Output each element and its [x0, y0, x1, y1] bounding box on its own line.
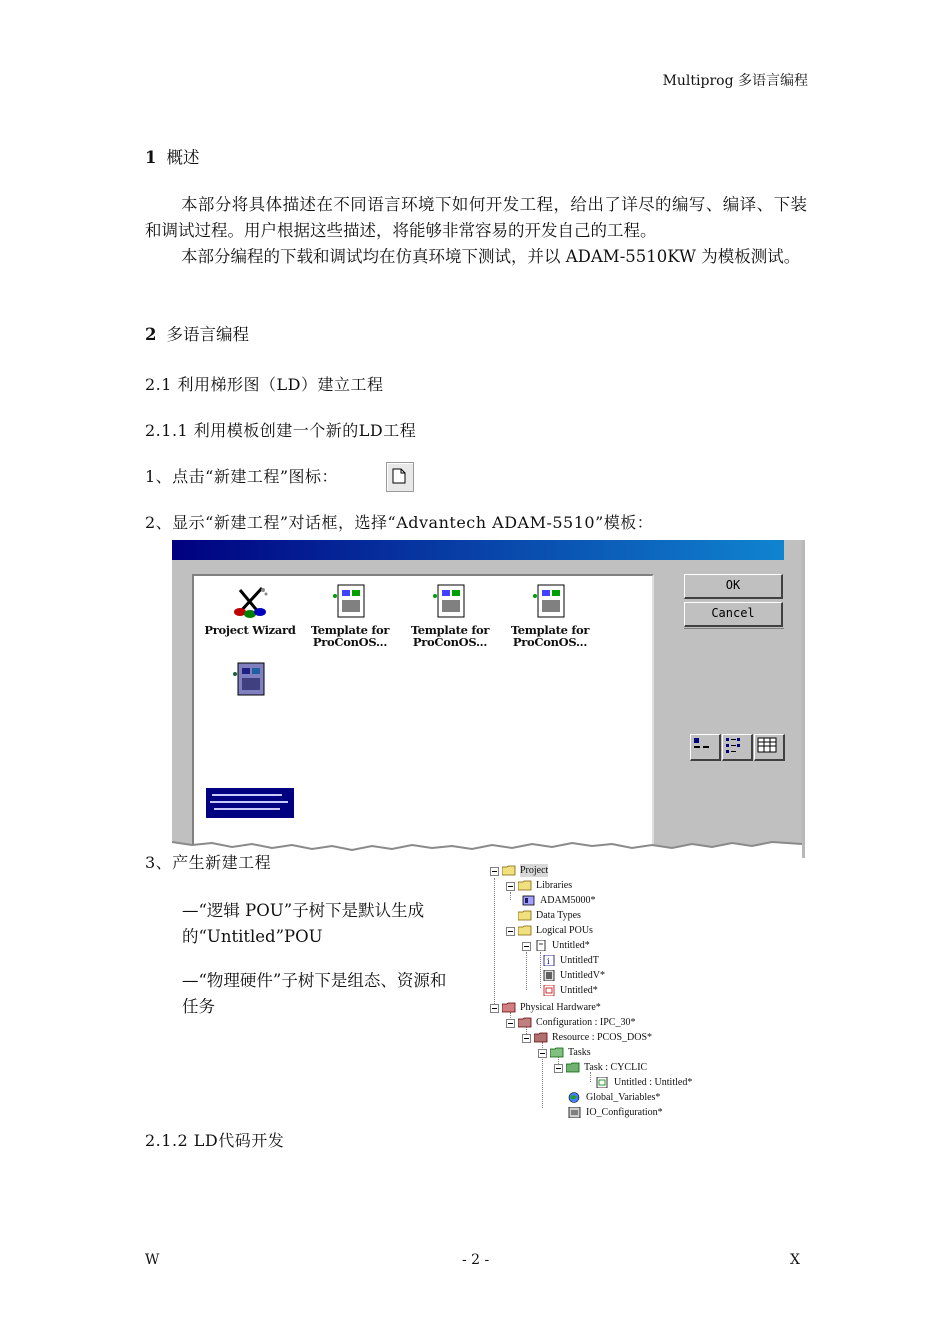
- template-item-3[interactable]: [500, 584, 600, 648]
- footer-left: W: [145, 1252, 160, 1268]
- page-header: Multiprog 多语言编程: [662, 73, 808, 89]
- template-list[interactable]: [192, 574, 654, 858]
- footer-right: X: [790, 1252, 800, 1268]
- subsection-2-1: 2.1 利用梯形图（LD）建立工程: [145, 375, 384, 394]
- info-icon: [542, 955, 556, 966]
- template-label-3: Template for ProConOS...: [510, 623, 590, 649]
- configuration-icon: [518, 1017, 532, 1028]
- template-icon: [330, 584, 370, 620]
- code-worksheet-icon: [542, 985, 556, 996]
- page-number: - 2 -: [462, 1252, 490, 1268]
- list-view-icon[interactable]: [722, 734, 753, 761]
- template-label-1: Template for ProConOS...: [310, 623, 390, 649]
- cancel-button[interactable]: Cancel: [684, 602, 783, 627]
- description-logical-pou: —“逻辑 POU”子树下是默认生成的“Untitled”POU: [182, 901, 425, 946]
- template-item-1[interactable]: [300, 584, 400, 648]
- folder-icon: [518, 880, 532, 891]
- description-physical-hardware: —“物理硬件”子树下是组态、资源和任务: [182, 971, 447, 1016]
- folder-icon: [502, 865, 516, 876]
- svg-text:i: i: [547, 957, 550, 966]
- advantech-template-item[interactable]: [200, 662, 300, 732]
- step-3-text: 3、产生新建工程: [145, 850, 275, 873]
- subsection-2-1-2: 2.1.2 LD代码开发: [145, 1131, 285, 1150]
- project-wizard-item[interactable]: [200, 584, 300, 636]
- dialog-titlebar: [172, 540, 784, 560]
- template-icon: [430, 584, 470, 620]
- variables-icon: [542, 970, 556, 981]
- step-1-text: 1、点击“新建工程”图标：: [145, 467, 339, 486]
- new-project-dialog: [172, 540, 805, 858]
- paragraph-1: 本部分将具体描述在不同语言环境下如何开发工程，给出了详尽的编写、编译、下装和调试过程。用户根据这些描述，将能够非常容易的开发自己的工程。: [145, 195, 807, 240]
- tasks-folder-icon: [550, 1047, 564, 1058]
- section-2-heading: [145, 321, 249, 345]
- subsection-2-1-1: 2.1.1 利用模板创建一个新的LD工程: [145, 421, 417, 440]
- details-view-icon[interactable]: [754, 734, 785, 761]
- hardware-folder-icon: [502, 1002, 516, 1013]
- globe-icon: [568, 1092, 582, 1103]
- library-icon: [522, 895, 536, 906]
- resource-icon: [534, 1032, 548, 1043]
- section-1-number: 1: [145, 148, 157, 167]
- pou-icon: [534, 940, 548, 951]
- section-2-number: 2: [145, 325, 157, 344]
- project-tree[interactable]: Project Libraries ADAM5000* Data Types Logical POUs Untitled* i UntitledT UntitledV* Untitled* Physical Hardware* Configuration : IPC_30* Resource : PCOS_DOS* Tasks Task : CYCLIC Untitled : Untitled* Global_Variables* IO_Configuration*: [490, 864, 720, 1124]
- project-wizard-label: Project Wizard: [204, 623, 296, 637]
- template-item-2[interactable]: [400, 584, 500, 648]
- section-1-heading: [145, 144, 199, 168]
- template-selected-icon: [230, 662, 270, 698]
- template-icon: [530, 584, 570, 620]
- task-icon: [566, 1062, 580, 1073]
- step-2-text: 2、显示“新建工程”对话框，选择“Advantech ADAM-5510”模板：: [145, 513, 654, 532]
- new-project-icon[interactable]: [386, 462, 414, 492]
- button-divider: [684, 628, 784, 629]
- io-configuration-icon: [568, 1107, 582, 1118]
- selected-label-highlight: [206, 788, 294, 818]
- paragraph-2: 本部分编程的下载和调试均在仿真环境下测试，并以 ADAM-5510KW 为模板测试。: [181, 247, 801, 266]
- program-instance-icon: [596, 1077, 610, 1088]
- ok-button[interactable]: OK: [684, 574, 783, 599]
- section-2-title: 多语言编程: [166, 325, 249, 344]
- template-label-2: Template for ProConOS...: [410, 623, 490, 649]
- large-icons-view-icon[interactable]: [690, 734, 721, 761]
- folder-icon: [518, 910, 532, 921]
- folder-icon: [518, 925, 532, 936]
- section-1-title: 概述: [166, 148, 200, 167]
- wizard-icon: [230, 584, 270, 620]
